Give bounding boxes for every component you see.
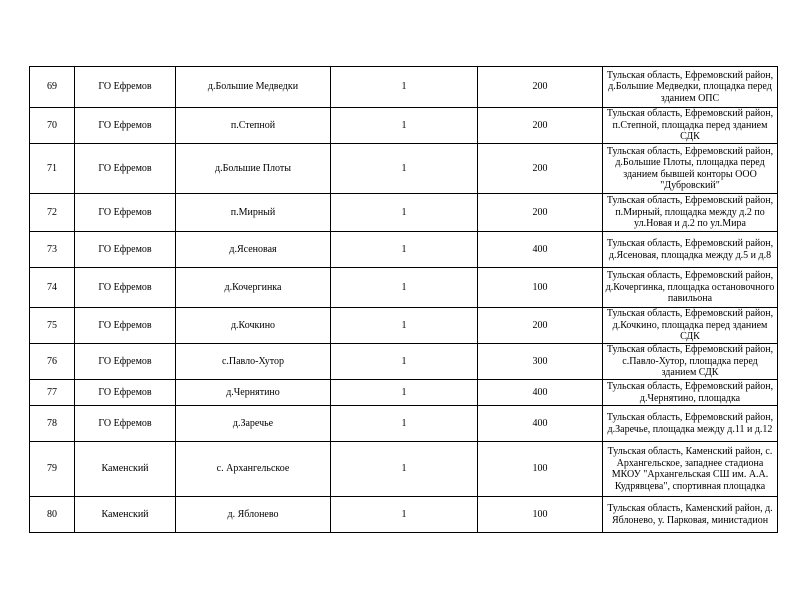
row-number-cell: 80 — [30, 497, 75, 533]
table-row — [30, 268, 778, 308]
address-cell: Тульская область, Ефремовский район, д.Кочергинка, площадка остановочного павильона — [603, 268, 778, 308]
table-row — [30, 67, 778, 108]
row-number-cell: 70 — [30, 108, 75, 144]
district-cell: ГО Ефремов — [75, 380, 176, 406]
district-cell: ГО Ефремов — [75, 308, 176, 344]
settlement-cell: п.Мирный — [176, 194, 331, 232]
settlement-cell: д.Чернятино — [176, 380, 331, 406]
address-cell: Тульская область, Каменский район, д. Яблонево, у. Парковая, министадион — [603, 497, 778, 533]
area-cell: 300 — [478, 344, 603, 380]
district-cell: ГО Ефремов — [75, 67, 176, 108]
row-number-cell: 74 — [30, 268, 75, 308]
settlement-cell: п.Степной — [176, 108, 331, 144]
district-cell: ГО Ефремов — [75, 344, 176, 380]
district-cell: Каменский — [75, 442, 176, 497]
quantity-cell: 1 — [331, 344, 478, 380]
district-cell: ГО Ефремов — [75, 194, 176, 232]
table-row — [30, 344, 778, 380]
area-cell: 200 — [478, 67, 603, 108]
quantity-cell: 1 — [331, 442, 478, 497]
address-cell: Тульская область, Ефремовский район, п.Степной, площадка перед зданием СДК — [603, 108, 778, 144]
area-cell: 200 — [478, 144, 603, 194]
row-number-cell: 75 — [30, 308, 75, 344]
address-cell: Тульская область, Каменский район, с. Архангельское, западнее стадиона МКОУ "Архангельская СШ им. А.А. Кудрявцева", спортивная площадка — [603, 442, 778, 497]
settlement-cell: д.Кочергинка — [176, 268, 331, 308]
table-row — [30, 194, 778, 232]
area-cell: 100 — [478, 268, 603, 308]
area-cell: 100 — [478, 497, 603, 533]
area-cell: 400 — [478, 406, 603, 442]
row-number-cell: 78 — [30, 406, 75, 442]
table-row — [30, 442, 778, 497]
quantity-cell: 1 — [331, 67, 478, 108]
row-number-cell: 77 — [30, 380, 75, 406]
address-cell: Тульская область, Ефремовский район, с.Павло-Хутор, площадка перед зданием СДК — [603, 344, 778, 380]
table-row — [30, 232, 778, 268]
address-cell: Тульская область, Ефремовский район, д.Большие Плоты, площадка перед зданием бывшей конторы ООО "Дубровский" — [603, 144, 778, 194]
settlement-cell: д.Большие Медведки — [176, 67, 331, 108]
table-row — [30, 108, 778, 144]
table-row — [30, 144, 778, 194]
quantity-cell: 1 — [331, 497, 478, 533]
quantity-cell: 1 — [331, 108, 478, 144]
area-cell: 200 — [478, 194, 603, 232]
quantity-cell: 1 — [331, 406, 478, 442]
address-cell: Тульская область, Ефремовский район, д.Ясеновая, площадка между д.5 и д.8 — [603, 232, 778, 268]
district-cell: ГО Ефремов — [75, 144, 176, 194]
area-cell: 200 — [478, 308, 603, 344]
district-cell: ГО Ефремов — [75, 268, 176, 308]
address-cell: Тульская область, Ефремовский район, п.Мирный, площадка между д.2 по ул.Новая и д.2 по ул.Мира — [603, 194, 778, 232]
district-cell: ГО Ефремов — [75, 108, 176, 144]
settlement-cell: д.Кочкино — [176, 308, 331, 344]
table-body — [30, 67, 778, 533]
table-row — [30, 380, 778, 406]
settlement-cell: с. Архангельское — [176, 442, 331, 497]
area-cell: 400 — [478, 380, 603, 406]
quantity-cell: 1 — [331, 380, 478, 406]
quantity-cell: 1 — [331, 232, 478, 268]
settlement-cell: д.Заречье — [176, 406, 331, 442]
district-cell: ГО Ефремов — [75, 232, 176, 268]
district-cell: Каменский — [75, 497, 176, 533]
district-cell: ГО Ефремов — [75, 406, 176, 442]
settlement-cell: д.Большие Плоты — [176, 144, 331, 194]
row-number-cell: 76 — [30, 344, 75, 380]
row-number-cell: 73 — [30, 232, 75, 268]
address-cell: Тульская область, Ефремовский район, д.Заречье, площадка между д.11 и д.12 — [603, 406, 778, 442]
table-row — [30, 406, 778, 442]
row-number-cell: 72 — [30, 194, 75, 232]
area-cell: 400 — [478, 232, 603, 268]
quantity-cell: 1 — [331, 144, 478, 194]
area-cell: 200 — [478, 108, 603, 144]
quantity-cell: 1 — [331, 268, 478, 308]
table-row — [30, 497, 778, 533]
row-number-cell: 69 — [30, 67, 75, 108]
area-cell: 100 — [478, 442, 603, 497]
address-cell: Тульская область, Ефремовский район, д.Чернятино, площадка — [603, 380, 778, 406]
settlement-cell: с.Павло-Хутор — [176, 344, 331, 380]
settlement-cell: д.Ясеновая — [176, 232, 331, 268]
row-number-cell: 71 — [30, 144, 75, 194]
row-number-cell: 79 — [30, 442, 75, 497]
settlement-cell: д. Яблонево — [176, 497, 331, 533]
data-table — [29, 66, 778, 533]
quantity-cell: 1 — [331, 308, 478, 344]
quantity-cell: 1 — [331, 194, 478, 232]
table-row — [30, 308, 778, 344]
address-cell: Тульская область, Ефремовский район, д.Кочкино, площадка перед зданием СДК — [603, 308, 778, 344]
address-cell: Тульская область, Ефремовский район, д.Большие Медведки, площадка перед зданием ОПС — [603, 67, 778, 108]
